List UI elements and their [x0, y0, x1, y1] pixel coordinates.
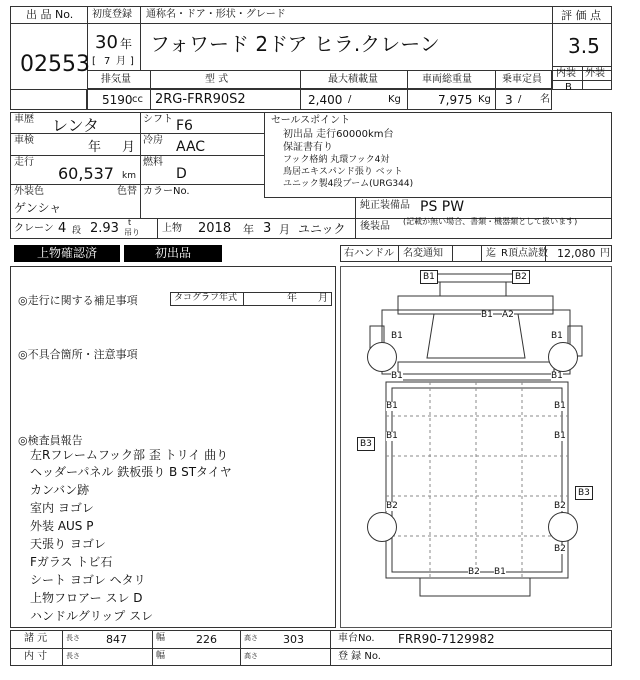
confirmed-badge: 上物確認済 [14, 245, 120, 262]
dimensions-label: 諸 元 [24, 633, 48, 644]
shift-value: F6 [176, 118, 193, 134]
height-value: 303 [283, 633, 304, 646]
odometer-label: R頂点読数 [501, 248, 548, 259]
crane-tons-unit: t [128, 218, 132, 227]
vehicle-name: フォワード 2ドア ヒラ.クレーン [150, 32, 440, 56]
lot-number-label: 出 品 No. [26, 8, 74, 21]
registration-month-bracket-open: [ [92, 56, 96, 67]
upper-year-unit: 年 [243, 223, 254, 236]
color-no-label: カラーNo. [143, 186, 190, 197]
max-load-value: 2,400 [308, 93, 343, 107]
inspection-label: 車検 [14, 135, 34, 146]
gross-weight-value: 7,975 [438, 93, 473, 107]
damage-mark-bed: B1 [386, 401, 398, 411]
vehicle-name-label: 通称名・ドア・形状・グレード [146, 9, 286, 20]
capacity-unit: 名 [540, 94, 550, 105]
cross-label: 迄 [486, 248, 496, 259]
upper-maker: ユニック [298, 222, 346, 236]
damage-mark-bed: B1 [554, 431, 566, 441]
inspector-title: ◎検査員報告 [18, 434, 83, 447]
gross-weight-unit: Kg [478, 94, 491, 105]
wheel-rear-right [548, 512, 578, 542]
interior-length-label: 長さ [66, 652, 80, 660]
sales-point-line: 初出品 走行60000km台 [283, 129, 394, 140]
tachograph-month-unit: 月 [318, 293, 328, 304]
capacity-slash: / [518, 94, 522, 105]
ext-color-value: ゲンシャ [14, 201, 62, 215]
tachograph-label: タコグラフ年式 [174, 293, 238, 303]
supplement-title: ◎走行に関する補足事項 [18, 294, 138, 307]
score-label: 評 価 点 [561, 9, 601, 22]
interior-dims-label: 内 寸 [24, 651, 48, 662]
capacity-value: 3 [505, 93, 513, 107]
length-value: 847 [106, 633, 127, 646]
wheel-front-right [548, 342, 578, 372]
registration-number-label: 登 録 No. [338, 651, 381, 662]
inspector-line: シート ヨゴレ ヘタリ [30, 573, 146, 587]
upper-label: 上物 [162, 223, 182, 234]
crane-stages-unit: 段 [72, 226, 82, 236]
max-load-slash: / [348, 94, 352, 105]
inspector-line: Fガラス トビ石 [30, 555, 113, 569]
damage-mark-cab: B1 [391, 331, 403, 341]
chassis-number: FRR90-7129982 [398, 632, 495, 646]
inspector-line: ハンドルグリップ スレ [30, 609, 154, 623]
damage-mark-cab: A2 [502, 310, 514, 320]
damage-mark-top-right: B2 [512, 270, 530, 284]
history-label: 車歴 [14, 114, 34, 125]
max-load-label: 最大積載量 [328, 74, 378, 85]
genuine-equipment-label: 純正装備品 [360, 200, 410, 211]
interior-grade: B [565, 82, 572, 93]
history-value: レンタ [52, 116, 99, 135]
first-listing-badge: 初出品 [124, 245, 222, 262]
registration-year: 30 [95, 32, 118, 53]
inspector-line: 室内 ヨゴレ [30, 501, 94, 515]
upper-month: 3 [263, 221, 272, 236]
damage-mark-cab: B1 [551, 371, 563, 381]
registration-year-unit: 年 [120, 37, 133, 51]
damage-mark-bed: B2 [554, 544, 566, 554]
fuel-value: D [176, 166, 187, 182]
mileage-unit: km [122, 171, 136, 181]
displacement-label: 排気量 [101, 74, 131, 85]
sales-point-line: ユニック製4段ブーム(URG344) [283, 179, 414, 189]
damage-mark-cab: B1 [391, 371, 403, 381]
inspector-line: 左Rフレームフック部 歪 トリイ 曲り [30, 448, 229, 462]
crane-tons-sub: 吊り [124, 228, 140, 237]
inspector-line: 上物フロアー スレ D [30, 591, 143, 605]
wheel-rear-left [367, 512, 397, 542]
name-change-label: 名変通知 [403, 248, 443, 259]
exterior-grade-label: 外装 [585, 68, 605, 79]
registration-month-unit: 月 [116, 56, 126, 67]
registration-month: 7 [104, 56, 111, 67]
crane-tons: 2.93 [90, 221, 119, 236]
ac-value: AAC [176, 139, 206, 155]
ext-color-label: 外装色 [14, 186, 44, 197]
sales-point-line: 鳥居エキスパンド張り ベット [283, 167, 403, 177]
damage-mark-bed: B1 [386, 431, 398, 441]
capacity-label: 乗車定員 [502, 74, 542, 85]
ac-label: 冷房 [143, 135, 163, 146]
sales-point-line: 保証書有り [283, 142, 333, 153]
model-code: 2RG-FRR90S2 [155, 92, 246, 107]
inspector-line: ヘッダーパネル 鉄板張り B STタイヤ [30, 465, 232, 479]
inspector-line: カンバン跡 [30, 483, 90, 497]
interior-height-label: 高さ [244, 652, 258, 660]
shift-label: シフト [143, 114, 173, 125]
inspection-year-unit: 年 [88, 140, 102, 155]
displacement-unit: cc [132, 94, 143, 105]
model-label: 型 式 [205, 74, 229, 85]
displacement-value: 5190 [102, 93, 133, 107]
lot-number: 02553 [20, 52, 90, 77]
sales-point-line: フック格納 丸環フック4対 [283, 155, 390, 165]
damage-mark-bed: B1 [554, 401, 566, 411]
height-label: 高さ [244, 634, 258, 642]
damage-mark-bed: B2 [386, 501, 398, 511]
damage-mark-rear: B1 [494, 567, 506, 577]
damage-mark-side-left: B3 [357, 437, 375, 451]
damage-mark-cab: B1 [551, 331, 563, 341]
gross-weight-label: 車両総重量 [422, 74, 472, 85]
aftermarket-label: 後装品 [360, 221, 390, 232]
defects-title: ◎不具合箇所・注意事項 [18, 348, 138, 361]
inspector-line: 天張り ヨゴレ [30, 537, 106, 551]
interior-grade-label: 内装 [556, 68, 576, 79]
max-load-unit: Kg [388, 94, 401, 105]
mileage-label: 走行 [14, 157, 34, 168]
crane-stages: 4 [58, 221, 67, 236]
steering-side: 右ハンドル [344, 248, 394, 259]
sales-points-title: セールスポイント [271, 115, 351, 126]
score-value: 3.5 [568, 34, 600, 58]
first-registration-label: 初度登録 [92, 9, 132, 20]
tachograph-year-unit: 年 [287, 293, 297, 304]
upper-year: 2018 [198, 221, 232, 236]
wheel-front-left [367, 342, 397, 372]
odometer-unit: 円 [600, 248, 610, 259]
damage-mark-cab: B1 [481, 310, 493, 320]
width-label: 幅 [156, 633, 166, 643]
odometer-reading: 12,080 [557, 247, 596, 260]
aftermarket-note: (記載が無い場合、書類・機器類として扱います) [403, 217, 578, 226]
genuine-equipment: PS PW [420, 199, 465, 215]
inspector-line: 外装 AUS P [30, 519, 94, 533]
color-change-label: 色替 [117, 186, 137, 197]
damage-mark-bed: B2 [554, 501, 566, 511]
registration-month-bracket-close: ] [130, 56, 134, 67]
chassis-label: 車台No. [338, 633, 375, 644]
interior-width-label: 幅 [156, 651, 166, 661]
damage-mark-side-right: B3 [575, 486, 593, 500]
damage-mark-top-left: B1 [420, 270, 438, 284]
length-label: 長さ [66, 634, 80, 642]
width-value: 226 [196, 633, 217, 646]
mileage-value: 60,537 [58, 164, 114, 183]
inspection-month-unit: 月 [122, 140, 136, 155]
fuel-label: 燃料 [143, 157, 163, 168]
crane-label: クレーン [14, 223, 54, 234]
upper-month-unit: 月 [279, 223, 290, 236]
damage-mark-rear: B2 [468, 567, 480, 577]
